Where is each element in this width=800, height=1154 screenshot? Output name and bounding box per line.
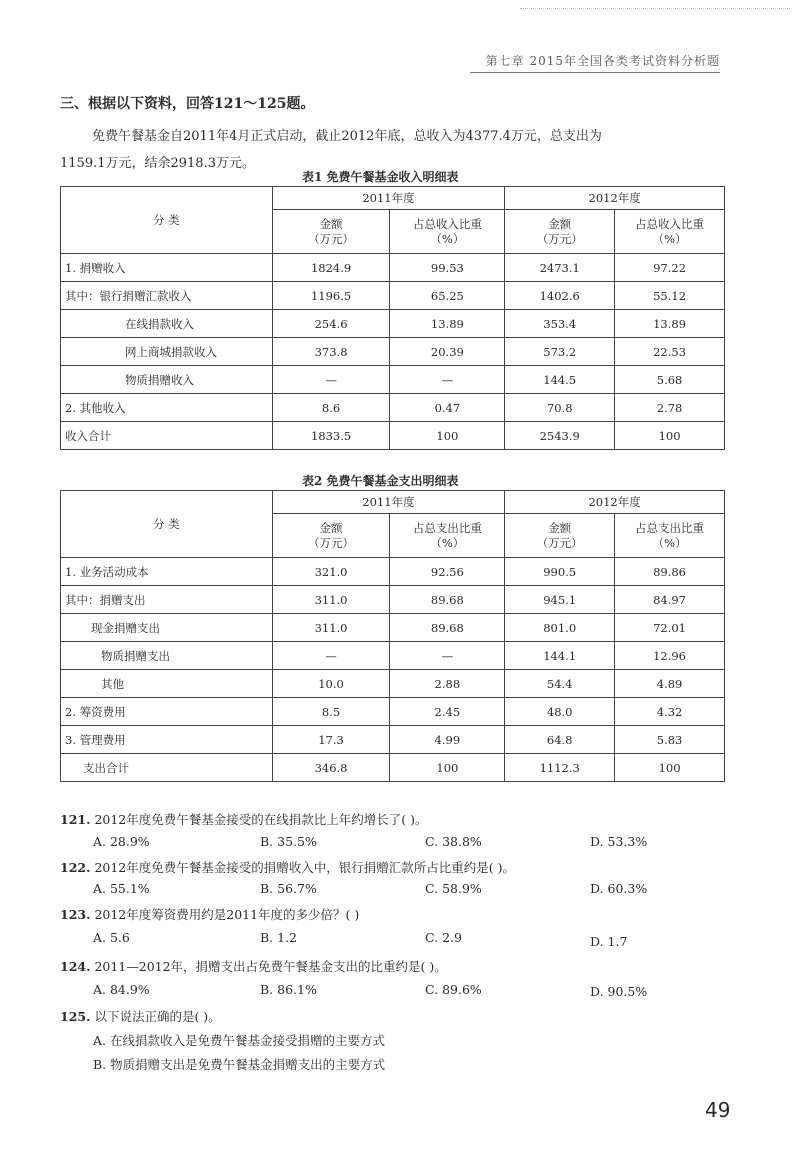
row-label: 2. 其他收入 [61, 394, 273, 422]
col-ratio-2011: 占总支出比重 （%） [390, 514, 505, 558]
page-number: 49 [705, 1098, 731, 1122]
row-label: 物质捐赠收入 [61, 366, 273, 394]
option-b: B. 1.2 [260, 930, 298, 945]
header-rule [470, 72, 720, 73]
question-text: 2012年度筹资费用约是2011年度的多少倍？( ) [94, 907, 360, 922]
cell: 92.56 [390, 558, 505, 586]
cell: 100 [390, 754, 505, 782]
cell: 573.2 [505, 338, 615, 366]
cell: 12.96 [615, 642, 725, 670]
question-text: 以下说法正确的是( )。 [94, 1009, 221, 1024]
cell: 10.0 [272, 670, 390, 698]
question-text: 2012年度免费午餐基金接受的在线捐款比上年约增长了( )。 [94, 812, 428, 827]
question-number: 122. [60, 860, 91, 875]
table-row [61, 254, 725, 282]
cell: 100 [390, 422, 505, 450]
question-text: 2011—2012年，捐赠支出占免费午餐基金支出的比重约是( )。 [94, 959, 447, 974]
cell: 2.45 [390, 698, 505, 726]
table2-caption: 表2 免费午餐基金支出明细表 [302, 474, 459, 488]
cell: 99.53 [390, 254, 505, 282]
cell: 2.88 [390, 670, 505, 698]
cell: 89.86 [615, 558, 725, 586]
option-b: B. 56.7% [260, 881, 317, 896]
expenditure-table [60, 490, 725, 782]
cell: 13.89 [615, 310, 725, 338]
cell: 254.6 [272, 310, 390, 338]
table-row [61, 338, 725, 366]
section-title: 三、根据以下资料，回答121～125题。 [60, 96, 315, 112]
income-table [60, 186, 725, 450]
cell: 1112.3 [505, 754, 615, 782]
col-amount-2011: 金额 （万元） [272, 514, 390, 558]
col-ratio-2012: 占总支出比重 （%） [615, 514, 725, 558]
cell: 2473.1 [505, 254, 615, 282]
row-label: 其中：捐赠支出 [61, 586, 273, 614]
category-header: 分 类 [61, 491, 273, 558]
table-row [61, 366, 725, 394]
cell: 353.4 [505, 310, 615, 338]
table-row [61, 642, 725, 670]
table-row [61, 726, 725, 754]
option-c: C. 58.9% [425, 881, 482, 896]
table-row [61, 614, 725, 642]
cell: 65.25 [390, 282, 505, 310]
row-label: 1. 捐赠收入 [61, 254, 273, 282]
row-label: 1. 业务活动成本 [61, 558, 273, 586]
cell: 54.4 [505, 670, 615, 698]
option-b: B. 35.5% [260, 834, 317, 849]
cell: — [390, 366, 505, 394]
cell: 8.6 [272, 394, 390, 422]
cell: 4.89 [615, 670, 725, 698]
option-a: A. 84.9% [93, 982, 150, 997]
year-2011-header: 2011年度 [272, 187, 505, 210]
table-row [61, 754, 725, 782]
row-label: 在线捐款收入 [61, 310, 273, 338]
cell: 1833.5 [272, 422, 390, 450]
question-number: 123. [60, 907, 91, 922]
cell: 4.99 [390, 726, 505, 754]
cell: 48.0 [505, 698, 615, 726]
cell: 13.89 [390, 310, 505, 338]
col-amount-2011: 金额 （万元） [272, 210, 390, 254]
option-a: A. 5.6 [93, 930, 130, 945]
cell: 20.39 [390, 338, 505, 366]
option-d: D. 1.7 [590, 934, 628, 949]
cell: 321.0 [272, 558, 390, 586]
row-label: 物质捐赠支出 [61, 642, 273, 670]
year-2012-header: 2012年度 [505, 491, 725, 514]
option-c: C. 38.8% [425, 834, 482, 849]
cell: 373.8 [272, 338, 390, 366]
cell: 801.0 [505, 614, 615, 642]
option-b: B. 86.1% [260, 982, 317, 997]
cell: 5.83 [615, 726, 725, 754]
row-label: 网上商城捐款收入 [61, 338, 273, 366]
cell: 97.22 [615, 254, 725, 282]
table1-caption: 表1 免费午餐基金收入明细表 [302, 170, 459, 184]
table-row [61, 558, 725, 586]
option-c: C. 89.6% [425, 982, 482, 997]
cell: 100 [615, 754, 725, 782]
question-number: 125. [60, 1009, 91, 1024]
col-ratio-2011: 占总收入比重 （%） [390, 210, 505, 254]
year-2012-header: 2012年度 [505, 187, 725, 210]
cell: 990.5 [505, 558, 615, 586]
cell: 1196.5 [272, 282, 390, 310]
row-label: 3. 管理费用 [61, 726, 273, 754]
cell: 84.97 [615, 586, 725, 614]
year-2011-header: 2011年度 [272, 491, 505, 514]
table-row [61, 586, 725, 614]
row-label: 其中：银行捐赠汇款收入 [61, 282, 273, 310]
table-row [61, 310, 725, 338]
cell: 5.68 [615, 366, 725, 394]
table-row [61, 282, 725, 310]
cell: 144.5 [505, 366, 615, 394]
cell: 346.8 [272, 754, 390, 782]
cell: 1824.9 [272, 254, 390, 282]
question-number: 121. [60, 812, 91, 827]
category-header: 分 类 [61, 187, 273, 254]
cell: 0.47 [390, 394, 505, 422]
row-label: 2. 筹资费用 [61, 698, 273, 726]
option-d: D. 60.3% [590, 881, 648, 896]
cell: 89.68 [390, 614, 505, 642]
intro-line-2: 1159.1万元，结余2918.3万元。 [60, 156, 255, 171]
option-a: A. 55.1% [93, 881, 150, 896]
cell: — [272, 642, 390, 670]
question-number: 124. [60, 959, 91, 974]
cell: 311.0 [272, 586, 390, 614]
option-c: C. 2.9 [425, 930, 462, 945]
col-ratio-2012: 占总收入比重 （%） [615, 210, 725, 254]
table-row [61, 670, 725, 698]
cell: 17.3 [272, 726, 390, 754]
cell: 2.78 [615, 394, 725, 422]
cell: 4.32 [615, 698, 725, 726]
row-label: 其他 [61, 670, 273, 698]
cell: 945.1 [505, 586, 615, 614]
col-amount-2012: 金额 （万元） [505, 514, 615, 558]
table-row [61, 394, 725, 422]
cell: 144.1 [505, 642, 615, 670]
running-header: 第七章 2015年全国各类考试资料分析题 [485, 54, 720, 68]
table-row [61, 422, 725, 450]
cell: 89.68 [390, 586, 505, 614]
cell: 55.12 [615, 282, 725, 310]
cell: 72.01 [615, 614, 725, 642]
cell: 22.53 [615, 338, 725, 366]
cell: 100 [615, 422, 725, 450]
row-label: 收入合计 [61, 422, 273, 450]
cell: 2543.9 [505, 422, 615, 450]
cell: 8.5 [272, 698, 390, 726]
col-amount-2012: 金额 （万元） [505, 210, 615, 254]
statement-a: A. 在线捐款收入是免费午餐基金接受捐赠的主要方式 [93, 1033, 385, 1048]
row-label: 现金捐赠支出 [61, 614, 273, 642]
question-text: 2012年度免费午餐基金接受的捐赠收入中，银行捐赠汇款所占比重约是( )。 [94, 860, 515, 875]
table-row [61, 698, 725, 726]
statement-b: B. 物质捐赠支出是免费午餐基金捐赠支出的主要方式 [93, 1057, 386, 1072]
option-a: A. 28.9% [93, 834, 150, 849]
cell: 311.0 [272, 614, 390, 642]
cell: 64.8 [505, 726, 615, 754]
intro-line-1: 免费午餐基金自2011年4月正式启动，截止2012年底，总收入为4377.4万元，总支出为 [92, 129, 602, 144]
option-d: D. 53.3% [590, 834, 648, 849]
top-edge-marks [520, 8, 790, 10]
cell: — [390, 642, 505, 670]
cell: — [272, 366, 390, 394]
option-d: D. 90.5% [590, 984, 648, 999]
cell: 70.8 [505, 394, 615, 422]
cell: 1402.6 [505, 282, 615, 310]
row-label: 支出合计 [61, 754, 273, 782]
